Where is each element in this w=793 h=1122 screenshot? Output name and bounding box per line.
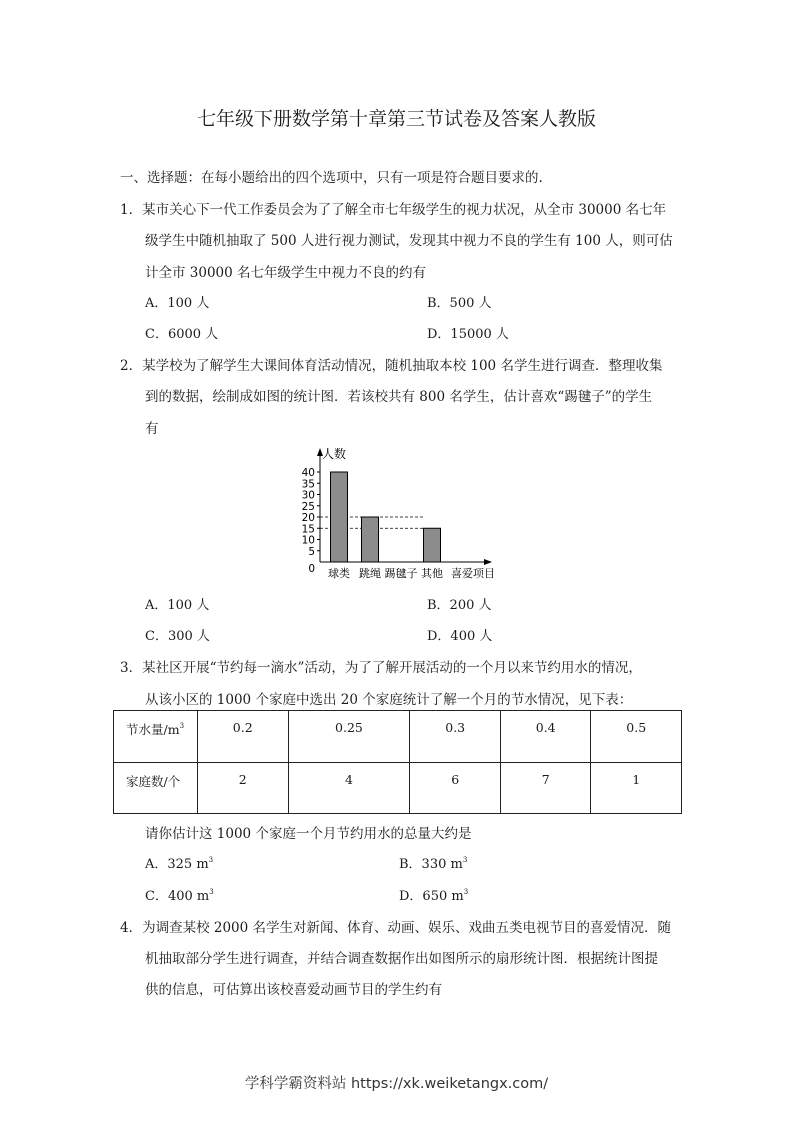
category-label: 其他 xyxy=(421,567,443,580)
q2-option-b: B．200 人 xyxy=(427,598,492,613)
y-tick-label: 10 xyxy=(301,534,315,547)
section-header: 一、选择题：在每小题给出的四个选项中，只有一项是符合题目要求的. xyxy=(120,170,543,186)
q3-line-2: 从该小区的 1000 个家庭中选出 20 个家庭统计了解一个月的节水情况，见下表： xyxy=(145,692,633,708)
q3-option-a: A．325 $m^3$ xyxy=(145,856,214,872)
q4-line-2: 机抽取部分学生进行调查，并结合调查数据作出如图所示的扇形统计图．根据统计图提 xyxy=(145,951,658,967)
bar-其他 xyxy=(424,528,441,562)
q1-line-3: 计全市 30000 名七年级学生中视力不良的约有 xyxy=(145,265,427,281)
y-tick-label: 15 xyxy=(301,523,315,536)
q1-line-1: 1．某市关心下一代工作委员会为了了解全市七年级学生的视力状况，从全市 30000 名七年 xyxy=(120,202,667,218)
q3-option-b: B．330 $m^3$ xyxy=(399,856,468,872)
chart-xlabel: 喜爱项目 xyxy=(451,567,495,580)
q1-option-a: A．100 人 xyxy=(145,296,210,311)
x-axis-arrow xyxy=(484,559,492,565)
table-header-cell xyxy=(114,711,198,763)
q1-line-2: 级学生中随机抽取了 500 人进行视力测试，发现其中视力不良的学生有 100 人，则可估 xyxy=(145,233,673,249)
q3-option-c: C．400 $m^3$ xyxy=(145,888,214,904)
bar-跳绳 xyxy=(362,517,379,562)
q2-option-a: A．100 人 xyxy=(145,598,210,613)
table-cell: 0.4 xyxy=(500,711,591,763)
y-tick-label: 30 xyxy=(301,489,315,502)
y-tick-label: 25 xyxy=(301,500,315,513)
category-label: 球类 xyxy=(328,567,350,580)
table-row xyxy=(114,711,682,763)
chart-ylabel: 人数 xyxy=(322,447,347,461)
table-cell: 7 xyxy=(500,762,591,814)
row1-label: 节水量/m xyxy=(126,722,180,737)
table-cell: 0.25 xyxy=(288,711,410,763)
q4-line-1: 4．为调查某校 2000 名学生对新闻、体育、动画、娱乐、戏曲五类电视节目的喜爱情况．随 xyxy=(120,920,672,936)
q1-option-c: C．6000 人 xyxy=(145,327,219,342)
footer-watermark: 学科学霸资料站 https://xk.weiketangx.com/ xyxy=(244,1076,549,1092)
row2-label: 家庭数/个 xyxy=(114,762,198,814)
y-tick-label: 5 xyxy=(308,545,315,558)
table-cell: 0.3 xyxy=(410,711,501,763)
table-cell: 6 xyxy=(410,762,501,814)
table-cell: 0.2 xyxy=(198,711,289,763)
table-cell: 4 xyxy=(288,762,410,814)
page-title: 七年级下册数学第十章第三节试卷及答案人教版 xyxy=(196,108,596,130)
table-cell: 0.5 xyxy=(591,711,682,763)
q2-line-2: 到的数据，绘制成如图的统计图．若该校共有 800 名学生，估计喜欢“踢毽子”的学生 xyxy=(145,389,653,405)
table-row xyxy=(114,762,682,814)
y-tick-label: 35 xyxy=(301,478,315,491)
q3-option-d: D．650 $m^3$ xyxy=(399,888,469,904)
y-tick-label: 20 xyxy=(301,512,315,524)
q3-line-1: 3．某社区开展“节约每一滴水”活动，为了了解开展活动的一个月以来节约用水的情况， xyxy=(120,660,642,676)
bar-球类 xyxy=(331,472,348,562)
q2-line-1: 2．某学校为了解学生大课间体育活动情况，随机抽取本校 100 名学生进行调查．整理收集 xyxy=(120,358,663,374)
y-tick-label: 0 xyxy=(308,563,315,575)
q3-question: 请你估计这 1000 个家庭一个月节约用水的总量大约是 xyxy=(145,826,472,842)
y-tick-label: 40 xyxy=(301,467,315,479)
q1-option-b: B．500 人 xyxy=(427,296,492,311)
table-cell: 2 xyxy=(198,762,289,814)
q2-line-3: 有 xyxy=(145,421,159,437)
category-label: 跳绳 xyxy=(359,567,381,580)
bar-chart xyxy=(290,440,510,585)
q2-option-c: C．300 人 xyxy=(145,629,210,644)
unit-superscript: 3 xyxy=(179,722,185,730)
q4-line-3: 供的信息，可估算出该校喜爱动画节目的学生约有 xyxy=(145,982,442,998)
q1-option-d: D．15000 人 xyxy=(427,327,509,342)
category-label: 踢毽子 xyxy=(384,567,418,580)
water-table xyxy=(113,710,682,814)
q2-option-d: D．400 人 xyxy=(427,629,493,644)
table-cell: 1 xyxy=(591,762,682,814)
